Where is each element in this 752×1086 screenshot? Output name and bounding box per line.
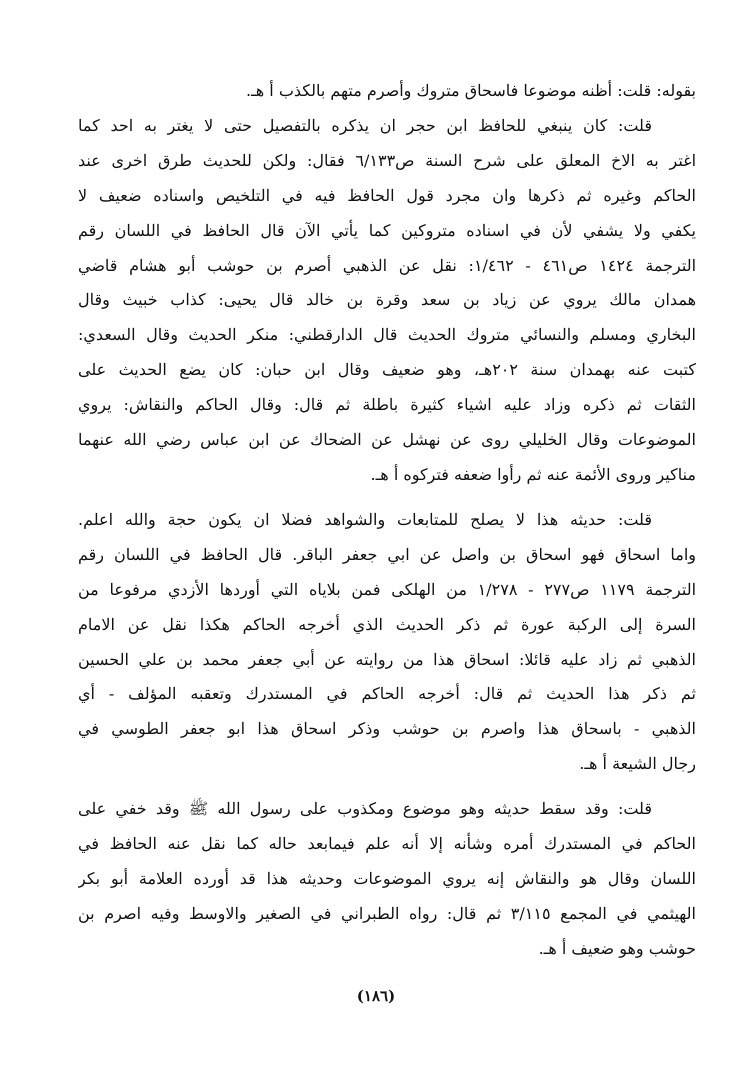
paragraph-intro [78,74,696,109]
page-number: (١٨٦) [356,987,396,1005]
paragraph-gap [78,493,696,503]
text-line: الذهبي - باسحاق هذا واصرم بن حوشب وذكر اسحاق هذا ابو جعفر الطوسي في [78,719,696,739]
text-line: اللسان وقال هو والنقاش إنه يروي الموضوعات وحديثه هذا قد أورده العلامة أبو بكر [78,868,696,888]
page-body [78,74,696,967]
text-line: همدان مالك يروي عن زياد بن سعد وقرة بن خالد قال يحيى: كذاب خبيث وقال [78,290,696,310]
text-line: ثم ذكر هذا الحديث ثم قال: أخرجه الحاكم في المستدرك وتعقبه المؤلف - أي [78,684,696,704]
text-line: قلت: وقد سقط حديثه وهو موضوع ومكذوب على رسول الله ﷺ وقد خفي على [78,799,652,819]
text-line: الذهبي ثم زاد عليه قائلا: اسحاق هذا من روايته عن أبي جعفر محمد بن علي الحسين [78,649,696,669]
text-line: قلت: حديثه هذا لا يصلح للمتابعات والشواهد فضلا ان يكون حجة والله اعلم. [78,509,652,529]
paragraph-gap [78,782,696,792]
text-line: يكفي ولا يشفي لأن في اسناده متروكين كما يأتي الآن قال الحافظ في اللسان رقم [78,220,696,240]
text-line: اغتر به الاخ المعلق على شرح السنة ص٦/١٣٣ فقال: ولكن للحديث طرق اخرى عند [78,150,696,170]
paragraph-2 [78,503,696,782]
text-line: مناكير وروى الأئمة عنه ثم رأوا ضعفه فتركوه أ هـ. [370,464,696,484]
text-line: الترجمة ١١٧٩ ص٢٧٧ - ١/٢٧٨ من الهلكى فمن بلاياه التي أوردها الأزدي مرفوعا من [78,579,696,599]
text-line: البخاري ومسلم والنسائي متروك الحديث قال الدارقطني: منكر الحديث وقال السعدي: [78,325,696,345]
text-line: الحاكم وغيره ثم ذكرها وان مجرد قول الحافظ فيه في التلخيص واسناده ضعيف لا [78,185,696,205]
text-line: بقوله: قلت: أظنه موضوعا فاسحاق متروك وأصرم متهم بالكذب أ هـ. [245,81,696,100]
text-line: حوشب وهو ضعيف أ هـ. [538,938,696,958]
text-line: السرة إلى الركبة عورة ثم ذكر الحديث الذي أخرجه الحاكم هكذا نقل عن الامام [78,614,696,634]
text-line: واما اسحاق فهو اسحاق بن واصل عن ابي جعفر الباقر. قال الحافظ في اللسان رقم [78,544,696,564]
text-line: الحاكم في المستدرك أمره وشأنه إلا أنه علم فيمابعد حاله كما نقل عنه الحافظ في [78,834,696,854]
text-line: الموضوعات وقال الخليلي روى عن نهشل عن الضحاك عن ابن عباس رضي الله عنهما [78,430,696,450]
text-line: رجال الشيعة أ هـ. [579,754,696,774]
text-line: الترجمة ١٤٢٤ ص٤٦١ - ١/٤٦٢: نقل عن الذهبي أصرم بن حوشب أبو هشام قاضي [78,255,696,275]
paragraph-1 [78,109,696,493]
text-line: الثقات ثم ذكره وزاد عليه اشياء كثيرة باطلة ثم قال: وقال الحاكم والنقاش: يروي [78,395,696,415]
text-line: الهيثمي في المجمع ٣/١١٥ ثم قال: رواه الطبراني في الصغير والاوسط وفيه اصرم بن [78,903,696,923]
text-line: قلت: كان ينبغي للحافظ ابن حجر ان يذكره بالتفصيل حتى لا يغتر به احد كما [78,115,652,135]
text-line: كتبت عنه بهمدان سنة ٢٠٢هـ، وهو ضعيف وقال ابن حبان: كان يضع الحديث على [78,360,696,380]
paragraph-3 [78,792,696,967]
